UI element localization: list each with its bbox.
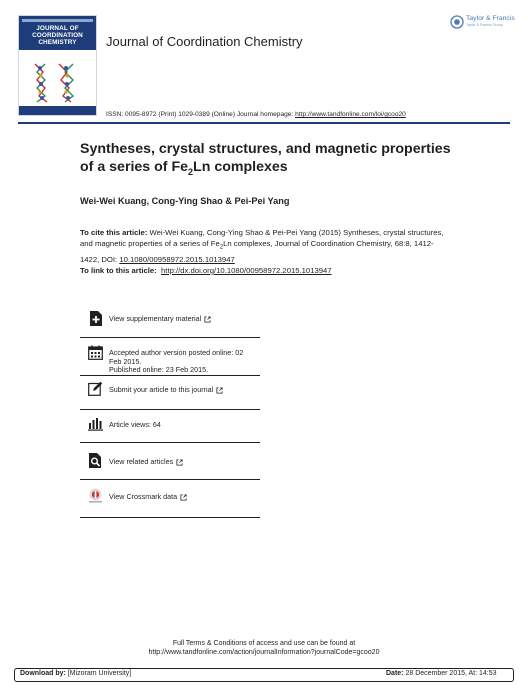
cover-band [19,16,96,50]
related-articles-label[interactable]: View related articles [109,457,174,466]
publisher-logo-icon [450,15,464,29]
submit-article-label[interactable]: Submit your article to this journal [109,385,214,394]
submit-row[interactable] [88,381,223,396]
divider [80,442,260,443]
cover-topline [22,19,93,22]
cite-text-2: Ln complexes, Journal of Coordination Chemistry, 68:8, 1412-1422, DOI: [80,239,434,264]
article-title-main: Syntheses, crystal structures, and magnetic properties of a series of Fe [80,141,451,175]
article-authors: Wei-Wei Kuang, Cong-Ying Shao & Pei-Pei Yang [80,196,290,206]
divider [80,479,260,480]
views-row [88,416,161,431]
date-value: 28 December 2015, At: 14:53 [403,670,497,677]
crossmark-row[interactable] [88,488,187,503]
calendar-icon [88,345,103,360]
download-label: Download by: [20,670,66,677]
dates-row [88,345,269,375]
add-document-icon [88,311,103,326]
link-label: To link to this article: [80,266,157,275]
article-title-end: Ln complexes [193,159,288,175]
date-label: Date: [386,670,404,677]
related-search-icon [88,453,103,468]
accepted-date-line2: Feb 2015. [109,356,142,366]
download-date [386,670,497,677]
cite-label: To cite this article: [80,228,148,237]
publisher-name: Taylor & Francis [466,15,515,22]
crossmark-icon [88,488,103,503]
doi-link[interactable]: 10.1080/00958972.2015.1013947 [119,254,235,264]
header-divider [18,122,510,124]
issn-text: ISSN: 0095-8972 (Print) 1029-0389 (Online) Journal homepage: [106,111,296,118]
supplementary-label[interactable]: View supplementary material [109,314,202,323]
divider [80,337,260,338]
citation-block [80,227,452,265]
cite-text-1: Wei-Wei Kuang, Cong-Ying Shao & Pei-Pei Yang (2015) Syntheses, crystal structures, and magnetic properties of a series of Fe [80,228,444,248]
related-row[interactable] [88,453,183,468]
download-by [20,670,131,677]
external-link-icon [180,494,187,501]
terms-block [0,639,528,657]
bar-chart-icon [88,416,103,431]
article-title-subscript: 2 [188,166,194,177]
cover-molecule-image [29,60,87,104]
edit-icon [88,381,103,396]
supplementary-row[interactable] [88,311,211,326]
issn-line [106,111,406,118]
external-link-icon [216,387,223,394]
article-url-link[interactable]: http://dx.doi.org/10.1080/00958972.2015.1013947 [161,266,332,275]
crossmark-label[interactable]: View Crossmark data [109,492,178,501]
cover-footer-band [19,106,96,115]
divider [80,517,260,518]
published-date: Published online: 23 Feb 2015. [109,365,209,375]
journal-homepage-link[interactable]: http://www.tandfonline.com/loi/gcoo20 [295,111,406,118]
download-institution: [Mizoram University] [65,670,132,677]
journal-cover [18,15,97,116]
external-link-icon [176,459,183,466]
accepted-date-line1: Accepted author version posted online: 02 [109,348,244,357]
article-link-line [80,266,332,275]
cover-title: JOURNAL OF COORDINATION CHEMISTRY [32,25,83,46]
publisher-subtitle: Taylor & Francis Group [466,23,503,27]
terms-url[interactable]: http://www.tandfonline.com/action/journalInformation?journalCode=gcoo20 [148,649,380,656]
external-link-icon [204,316,211,323]
journal-title[interactable]: Journal of Coordination Chemistry [106,34,303,49]
terms-line: Full Terms & Conditions of access and use can be found at [172,640,356,647]
article-views: Article views: 64 [109,420,161,429]
cite-subscript: 2 [219,244,224,251]
divider [80,375,260,376]
article-title [80,140,460,181]
divider [80,409,260,410]
